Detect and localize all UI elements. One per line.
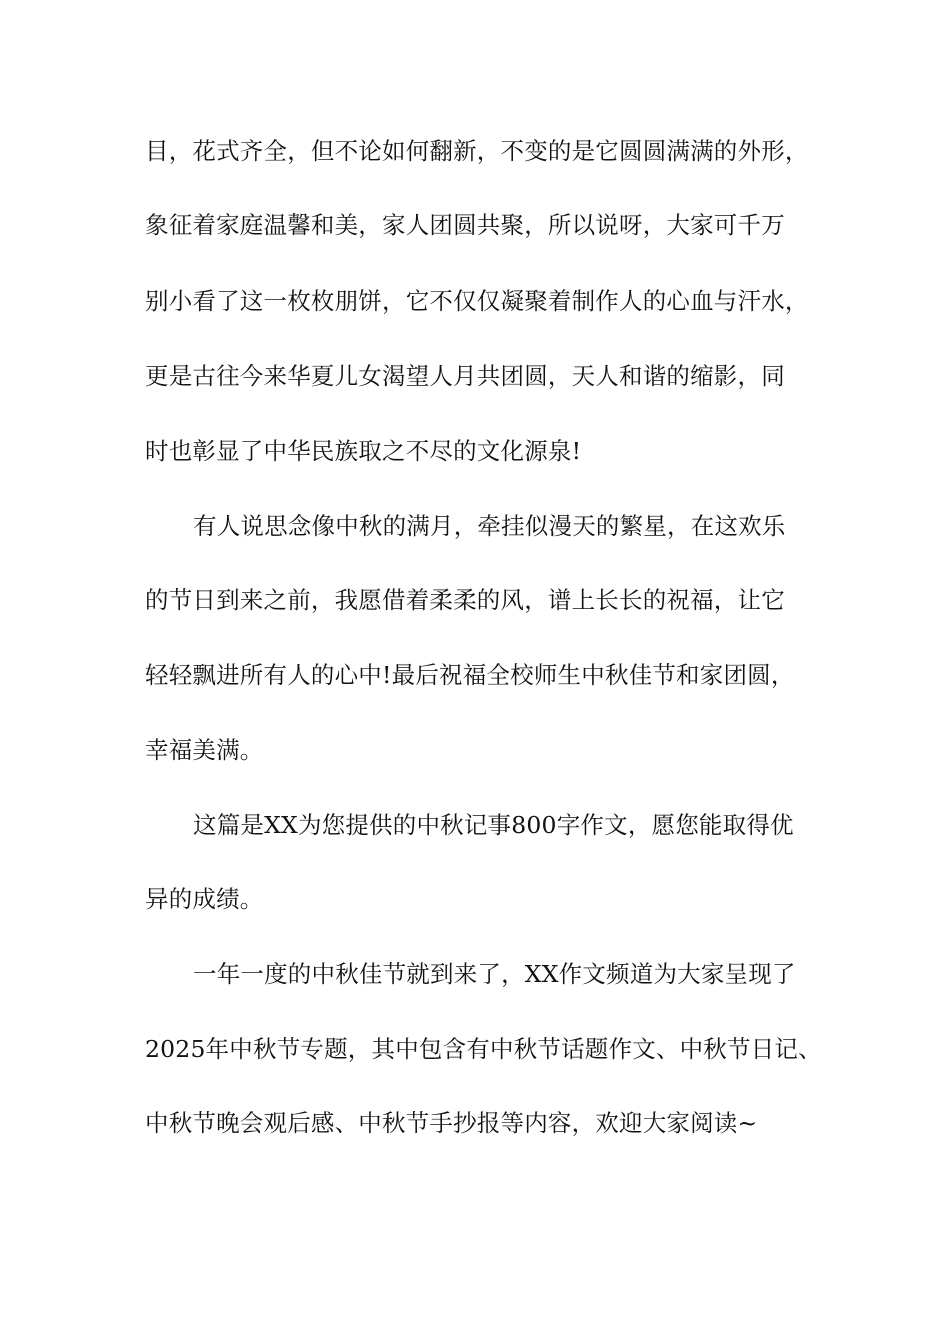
- text-line: 中秋节晚会观后感、中秋节手抄报等内容，欢迎大家阅读~: [145, 1109, 758, 1137]
- paragraph-first-line: 一年一度的中秋佳节就到来了，XX作文频道为大家呈现了: [193, 960, 796, 988]
- text-line: 时也彰显了中华民族取之不尽的文化源泉!: [145, 437, 582, 465]
- text-line: 更是古往今来华夏儿女渴望人月共团圆，天人和谐的缩影，同: [145, 362, 785, 390]
- text-line: 幸福美满。: [145, 736, 264, 764]
- text-line: 的节日到来之前，我愿借着柔柔的风，谱上长长的祝福，让它: [145, 586, 785, 614]
- text-line: 目，花式齐全，但不论如何翻新，不变的是它圆圆满满的外形，: [145, 137, 809, 165]
- text-line: 别小看了这一枚枚朋饼，它不仅仅凝聚着制作人的心血与汗水，: [145, 287, 809, 315]
- paragraph-first-line: 这篇是XX为您提供的中秋记事800字作文，愿您能取得优: [193, 811, 794, 839]
- text-line: 异的成绩。: [145, 885, 264, 913]
- paragraph-first-line: 有人说思念像中秋的满月，牵挂似漫天的繁星，在这欢乐: [193, 512, 786, 540]
- text-line: 2025年中秋节专题，其中包含有中秋节话题作文、中秋节日记、: [145, 1035, 822, 1063]
- text-line: 象征着家庭温馨和美，家人团圆共聚，所以说呀，大家可千万: [145, 211, 785, 239]
- text-line: 轻轻飘进所有人的心中!最后祝福全校师生中秋佳节和家团圆，: [145, 661, 795, 689]
